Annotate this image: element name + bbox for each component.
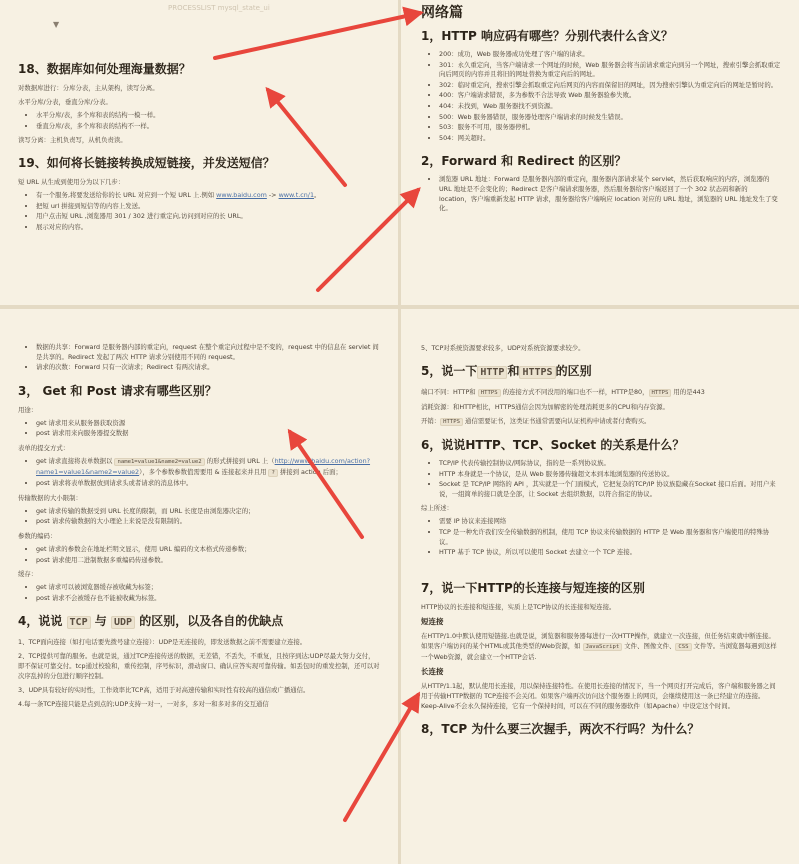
- list-item: • 400：客户端请求错误，多为参数不合法导致 Web 服务器验参失败。: [439, 91, 781, 101]
- example-link[interactable]: http://www.baidu.com/action?name1=value1&name2=value2: [36, 456, 371, 476]
- short-label: 短连接: [421, 616, 444, 626]
- enc-label: 参数的编码：: [18, 531, 57, 540]
- item-text: 有一个服务,将要发送给你的长 URL 对应到一个短 URL 上.例如: [36, 191, 217, 200]
- heading-7: 7，说一下HTTP的长连接与短连接的区别: [421, 580, 645, 595]
- heading-1: 1，HTTP 响应码有哪些？分别代表什么含义？: [421, 29, 674, 43]
- list-item: • 浏览器 URL 地址：Forward 是服务器内部的重定向，服务器内部请求某个 servlet，然后获取响应的内容，浏览器的 URL 地址是不会变化的；Redirect 是客户端请求服务器，然后服务器给客户端返回了一个 302 状态码和新的 location，客户端重新发起 HTTP 请求，服务器给客户端响应 location 对应的 URL 地址，浏览器的 URL 地址发生了变化。: [439, 175, 781, 213]
- inline-code: ?: [268, 469, 277, 477]
- summary-label: 综上所述：: [421, 504, 453, 513]
- para-text: 端口不同：HTTP和: [421, 388, 478, 396]
- page-bottom-right: [401, 309, 799, 864]
- section-title: 网络篇: [421, 5, 463, 21]
- list-item: • 504：网关超时。: [439, 134, 781, 144]
- use-list: [18, 419, 380, 439]
- para-text: 用的是443: [671, 388, 705, 396]
- heading-6: 6，说说HTTP、TCP、Socket 的关系是什么？: [421, 438, 685, 452]
- list-item: • post 请求用来向服务器提交数据: [36, 429, 380, 439]
- cache-list: [18, 583, 380, 603]
- list-item: • 把短 url 拼接到短信等的内容上发送。: [36, 202, 380, 212]
- inline-code: UDP: [111, 616, 135, 629]
- inline-code: HTTP: [477, 366, 507, 379]
- s19-p1: 短 URL 从生成到使用分为以下几步：: [18, 178, 125, 187]
- tcp-para: 3、UDP具有较好的实时性，工作效率比TCP高，适用于对高速传输和实时性有较高的通信或广播通信。: [18, 686, 310, 695]
- s18-p3: 读写分离：主机负责写，从机负责读。: [18, 136, 127, 145]
- item-text: get 请求直接将表单数据以: [36, 456, 115, 465]
- list-item: • 500：Web 服务器错误，服务器处理客户端请求的时候发生错误。: [439, 113, 781, 123]
- list-item: • TCP/IP 代表传输控制协议/网际协议，指的是一系列协议族。: [439, 459, 781, 469]
- long-label: 长连接: [421, 666, 444, 676]
- list-item: • 需要 IP 协议来连接网络: [439, 517, 781, 527]
- heading-text: 的区别，以及各自的优缺点: [135, 614, 284, 629]
- para-text: 文件、图像文件、: [622, 641, 676, 650]
- list-item: • Socket 是 TCP/IP 网络的 API ，其实就是一个门面模式，它把复杂的TCP/IP 协议族隐藏在Socket 接口后面。对用户来说，一组简单的接口就是全部，让 Socket 去组织数据，以符合指定的协议。: [439, 480, 781, 499]
- list-item: • post 请求将表单数据放到请求头或者请求的消息体中。: [36, 479, 380, 489]
- size-label: 传输数据的大小限制：: [18, 493, 82, 502]
- cache-label: 缓存：: [18, 570, 38, 579]
- list-item: • get 请求用来从服务器获取资源: [36, 419, 380, 429]
- submit-list: [18, 457, 380, 489]
- fr-list-cont: [18, 343, 380, 373]
- para-text: 的连接方式不同没用的端口也不一样，HTTP是80，: [500, 388, 649, 396]
- list-item: • 展示对应的内容。: [36, 223, 380, 233]
- list-item: • 200：成功，Web 服务器成功处理了客户端的请求。: [439, 50, 781, 60]
- long-para: 从HTTP/1.1起，默认使用长连接，用以保持连接特性。在使用长连接的情况下，当一个网页打开完成后，客户端和服务器之间用于传输HTTP数据的 TCP连接不会关闭。如果客户端再次访问这个服务器上的网页，会继续使用这一条已经建立的连接。Keep-Alive不会永久保持连接，它有一个保持时间，可以在不同的服务器软件（如Apache）中设定这个时间。: [421, 681, 776, 710]
- list-item: • 请求的次数：Forward 只有一次请求；Redirect 有两次请求。: [36, 363, 380, 373]
- submit-label: 表单的提交方式：: [18, 443, 70, 452]
- tcn-link[interactable]: www.t.cn/1: [278, 191, 315, 200]
- inline-code: name1=value1&name2=value2: [114, 458, 204, 466]
- heading-text: 的区别: [555, 364, 592, 378]
- inline-code: JavaScript: [583, 643, 623, 651]
- page-bottom-left: [0, 309, 398, 864]
- list-item: • 水平分库/表，多个库和表的结构一模一样。: [36, 111, 380, 121]
- list-item: • post 请求传输数据的大小理论上来说是没有限制的。: [36, 517, 380, 527]
- list-item: • TCP 是一种允许我们安全传输数据的机制，使用 TCP 协议来传输数据的 HTTP 是 Web 服务器和客户端使用的特殊协议。: [439, 528, 781, 547]
- item-text: 拼接到 action 后面；: [277, 467, 342, 476]
- heading-3: 3， Get 和 Post 请求有哪些区别？: [18, 383, 217, 398]
- list-item: • HTTP 本身就是一个协议，是从 Web 服务器传输超文本到本地浏览器的传送协议。: [439, 470, 781, 480]
- heading-text: 和: [507, 364, 520, 378]
- list-item: • 301：永久重定向，当客户端请求一个网址的时候，Web 服务器会将当前请求重定向到另一个网址，搜索引擎会抓取重定向后网页的内容并且将旧的网址替换为重定向后的网址。: [439, 61, 781, 80]
- s18-p1: 对数据库进行：分库分表，主从架构，读写分离。: [18, 84, 159, 92]
- list-item: • get 请求的参数会在地址栏明文显示，使用 URL 编码的文本格式传递参数；: [36, 545, 380, 555]
- inline-code: HTTPS: [440, 418, 463, 426]
- page-divider-vertical: [398, 0, 401, 864]
- short-para: [421, 631, 781, 662]
- heading-4: [18, 613, 380, 631]
- fr-list: [421, 175, 781, 213]
- inline-code: HTTPS: [649, 389, 672, 397]
- heading-text: 5，说一下: [421, 364, 478, 378]
- list-item: • get 请求传输的数据受到 URL 长度的限制，而 URL 长度是由浏览器决定的；: [36, 507, 380, 517]
- page-divider-horizontal: [0, 305, 799, 309]
- item-text: 。: [314, 191, 321, 200]
- port-para: [421, 387, 781, 398]
- tcp-para: 1、TCP面向连接（如打电话要先拨号建立连接）：UDP是无连接的，即发送数据之前不需要建立连接。: [18, 638, 307, 647]
- inline-code: HTTPS: [519, 366, 555, 379]
- heading-5: [421, 363, 781, 381]
- s18-list: [18, 111, 380, 131]
- list-item: • post 请求使用二进制数据多重编码传递参数。: [36, 556, 380, 566]
- enc-list: [18, 545, 380, 565]
- h7-para: HTTP协议的长连接和短连接，实质上是TCP协议的长连接和短连接。: [421, 602, 616, 611]
- item-text: ），多个参数参数值需要用 & 连接起来并且用: [139, 467, 269, 476]
- arrow-down-icon: ▼: [53, 20, 60, 29]
- list-item: • 数据的共享：Forward 是服务器内部的重定向，request 在整个重定向过程中是不变的，request 中的信息在 servlet 间是共享的。Redirect 发起了两次 HTTP 请求分别使用不同的 request。: [36, 343, 380, 362]
- list-item: • get 请求可以被浏览器缓存被收藏为标签；: [36, 583, 380, 593]
- top-fade-text: PROCESSLIST mysql_state_ui: [168, 4, 270, 12]
- tcp-para: 2、TCP提供可靠的服务。也就是说，通过TCP连接传送的数据，无差错，不丢失，不重复，且按序到达;UDP尽最大努力交付，即不保证可靠交付。tcp通过校验和，重传控制，序号标识，滑动窗口、确认应答实现可靠传输。如丢包时的重发控制，还可以对次序乱掉的分包进行顺序控制。: [18, 652, 380, 681]
- res-para: 消耗资源：和HTTP相比，HTTPS通信会因为加解密的处理消耗更多的CPU和内存资源。: [421, 403, 669, 411]
- sum-list: [421, 517, 781, 557]
- baidu-link[interactable]: www.baidu.com: [216, 191, 267, 200]
- list-item: [36, 191, 380, 201]
- para-text: 通信需要证书，这类证书通常需要向认证机构申请或者付费购买。: [463, 417, 651, 425]
- list-item: • 302：临时重定向，搜索引擎会抓取重定向后网页的内容而保留旧的网址，因为搜索引擎认为重定向后的网址是暂时的。: [439, 81, 781, 91]
- heading-19: 19、如何将长链接转换成短链接，并发送短信？: [18, 156, 275, 171]
- item-text: 的形式拼接到 URL 上（: [204, 456, 275, 465]
- inline-code: CSS: [675, 643, 691, 651]
- inline-code: TCP: [67, 616, 91, 629]
- para-text: 在HTTP/1.0中默认使用短链接,也就是说，浏览器和服务器每进行一次HTTP操作，就建立一次连接，但任务结束就中断连接。如果客户端访问的某个HTML或其他类型的Web资源，如: [421, 631, 775, 650]
- p5-para: 5、TCP对系统资源要求较多，UDP对系统资源要求较少。: [421, 344, 585, 352]
- s19-list: [18, 191, 380, 232]
- size-list: [18, 507, 380, 527]
- list-item: • 垂直分库/表，多个库和表的结构不一样。: [36, 122, 380, 132]
- list-item: • post 请求不会被缓存也不能被收藏为标签。: [36, 594, 380, 604]
- heading-2: 2，Forward 和 Redirect 的区别？: [421, 154, 627, 169]
- list-item: • HTTP 基于 TCP 协议，所以可以使用 Socket 去建立一个 TCP 连接。: [439, 548, 781, 558]
- heading-18: 18、数据库如何处理海量数据？: [18, 62, 191, 76]
- para-text: 开销：: [421, 417, 441, 425]
- list-item: • 404：未找到，Web 服务器找不到资源。: [439, 102, 781, 112]
- list-item: • 503：服务不可用，服务器停机。: [439, 123, 781, 133]
- list-item: [36, 457, 380, 478]
- cost-para: [421, 416, 781, 427]
- heading-8: 8，TCP 为什么要三次握手，两次不行吗？为什么？: [421, 721, 700, 736]
- codes-list: [421, 50, 781, 143]
- para-text: 文件等。当浏览器每遇到这样一个Web资源，就会建立一个HTTP会话.: [421, 641, 777, 661]
- s18-p2: 水平分库/分表，垂直分库/分表。: [18, 98, 112, 106]
- heading-text: 4，说说: [18, 614, 67, 629]
- rel-list: [421, 459, 781, 499]
- tcp-para: 4.每一条TCP连接只能是点到点的;UDP支持一对一，一对多，多对一和多对多的交互通信: [18, 700, 269, 709]
- page-top-left: [0, 0, 398, 305]
- item-text: ->: [266, 191, 279, 200]
- inline-code: HTTPS: [478, 389, 501, 397]
- heading-text: 与: [90, 614, 111, 629]
- page-top-right: [401, 0, 799, 305]
- list-item: • 用户点击短 URL ,浏览器用 301 / 302 进行重定向,访问到对应的长 URL。: [36, 212, 380, 222]
- use-label: 用途：: [18, 405, 38, 414]
